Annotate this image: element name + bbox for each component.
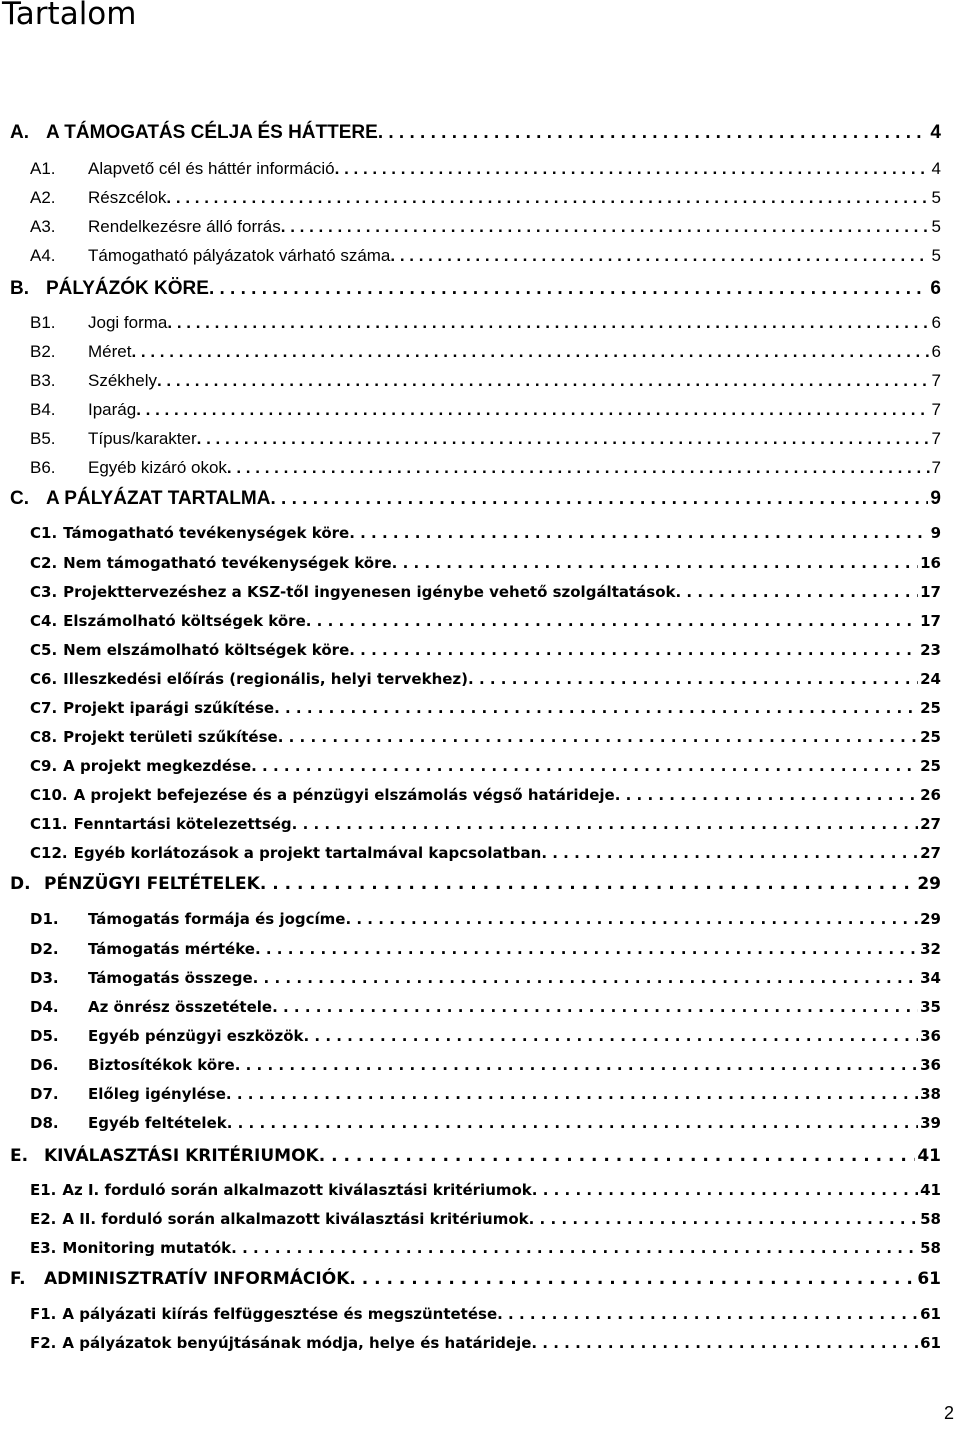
toc-entry[interactable] [30, 844, 941, 868]
toc-entry[interactable] [30, 371, 941, 395]
toc-dot-leader [278, 728, 918, 746]
toc-entry-page: 6 [931, 342, 941, 361]
toc-entry[interactable] [30, 583, 941, 607]
toc-entry-title: PÁLYÁZÓK KÖRE [46, 278, 209, 299]
toc-dot-leader [531, 1334, 918, 1352]
toc-entry[interactable] [30, 940, 941, 964]
toc-entry-title: PÉNZÜGYI FELTÉTELEK [44, 874, 260, 894]
toc-entry[interactable] [30, 1056, 941, 1080]
toc-entry-page: 9 [930, 488, 941, 509]
toc-entry[interactable] [30, 188, 941, 212]
toc-entry[interactable] [30, 969, 941, 993]
toc-entry-number: C5. [30, 641, 58, 659]
toc-dot-leader [272, 998, 918, 1016]
toc-entry[interactable] [10, 1269, 941, 1293]
toc-entry-number: B. [10, 278, 29, 299]
toc-entry-number: D6. [30, 1056, 59, 1074]
toc-entry-title: Jogi forma [88, 313, 168, 332]
toc-entry-number: E2. [30, 1210, 57, 1228]
toc-entry[interactable] [30, 554, 941, 578]
toc-entry[interactable] [10, 874, 941, 898]
toc-entry-number: B6. [30, 458, 56, 477]
toc-entry[interactable] [30, 641, 941, 665]
page-title: Tartalom [2, 0, 137, 32]
toc-entry-number: F1. [30, 1305, 57, 1323]
toc-dot-leader [131, 342, 929, 362]
toc-entry-number: C4. [30, 612, 58, 630]
toc-entry[interactable] [30, 757, 941, 781]
toc-entry-page: 23 [920, 641, 941, 659]
toc-entry-page: 24 [920, 670, 941, 688]
toc-entry-page: 7 [931, 371, 941, 390]
toc-entry-page: 25 [920, 699, 941, 717]
toc-entry-page: 61 [917, 1269, 941, 1289]
toc-dot-leader [319, 1146, 916, 1166]
toc-entry-number: C11. [30, 815, 68, 833]
toc-entry-number: F. [10, 1269, 26, 1289]
toc-entry-page: 61 [920, 1334, 941, 1352]
toc-dot-leader [251, 757, 918, 775]
toc-dot-leader [157, 371, 930, 391]
toc-entry-page: 41 [917, 1146, 941, 1166]
toc-entry[interactable] [30, 1027, 941, 1051]
toc-entry-title: KIVÁLASZTÁSI KRITÉRIUMOK [44, 1146, 319, 1166]
toc-entry-title: Monitoring mutatók [62, 1239, 232, 1257]
toc-entry-title: Támogatás összege [88, 969, 253, 987]
toc-entry-number: D7. [30, 1085, 59, 1103]
toc-entry-page: 41 [920, 1181, 941, 1199]
toc-entry-title: Projekttervezéshez a KSZ-től ingyenesen igénybe vehető szolgáltatások [63, 583, 676, 601]
toc-entry-number: C. [10, 488, 29, 509]
toc-entry[interactable] [30, 1239, 941, 1263]
toc-entry-title: Egyéb feltételek [88, 1114, 227, 1132]
toc-entry-number: B5. [30, 429, 56, 448]
toc-entry[interactable] [10, 488, 941, 512]
toc-entry-page: 39 [920, 1114, 941, 1132]
toc-dot-leader [335, 159, 930, 179]
toc-entry-number: D3. [30, 969, 59, 987]
toc-entry-page: 25 [920, 757, 941, 775]
toc-entry-number: A2. [30, 188, 56, 207]
toc-entry-page: 6 [931, 313, 941, 332]
toc-entry-page: 7 [931, 400, 941, 419]
toc-dot-leader [392, 554, 918, 572]
toc-entry-title: Projekt területi szűkítése [63, 728, 278, 746]
toc-entry[interactable] [30, 1085, 941, 1109]
toc-entry-number: C6. [30, 670, 58, 688]
toc-entry-title: Támogatás mértéke [88, 940, 255, 958]
toc-entry-page: 7 [931, 458, 941, 477]
toc-entry-number: C3. [30, 583, 58, 601]
toc-entry[interactable] [30, 217, 941, 241]
toc-entry-title: A II. forduló során alkalmazott kiválasztási kritériumok [62, 1210, 529, 1228]
toc-dot-leader [541, 844, 918, 862]
toc-dot-leader [676, 583, 919, 601]
toc-entry-number: D1. [30, 910, 59, 928]
toc-entry[interactable] [30, 786, 941, 810]
toc-dot-leader [270, 488, 928, 510]
toc-entry-number: B1. [30, 313, 56, 332]
toc-dot-leader [349, 524, 928, 542]
toc-entry-title: A pályázatok benyújtásának módja, helye és határideje [62, 1334, 532, 1352]
toc-entry[interactable] [30, 1334, 941, 1358]
toc-entry[interactable] [30, 1210, 941, 1234]
toc-dot-leader [274, 699, 918, 717]
toc-entry-page: 6 [930, 278, 941, 299]
toc-entry[interactable] [30, 246, 941, 270]
toc-entry-page: 26 [920, 786, 941, 804]
toc-entry-title: Támogatható tevékenységek köre [63, 524, 350, 542]
toc-dot-leader [468, 670, 918, 688]
toc-entry-number: C2. [30, 554, 58, 572]
toc-entry-title: Nem elszámolható költségek köre [63, 641, 350, 659]
toc-entry[interactable] [30, 728, 941, 752]
toc-entry-number: C10. [30, 786, 68, 804]
toc-entry-title: Nem támogatható tevékenységek köre [63, 554, 392, 572]
toc-entry[interactable] [30, 1114, 941, 1138]
toc-dot-leader [197, 429, 930, 449]
toc-dot-leader [345, 910, 918, 928]
toc-entry-page: 27 [920, 844, 941, 862]
toc-entry-number: A4. [30, 246, 56, 265]
toc-entry-number: C8. [30, 728, 58, 746]
toc-entry-title: Egyéb pénzügyi eszközök [88, 1027, 304, 1045]
toc-entry-title: Méret [88, 342, 132, 361]
toc-entry[interactable] [30, 159, 941, 183]
toc-entry-page: 4 [930, 122, 941, 143]
toc-entry-title: Egyéb kizáró okok [88, 458, 227, 477]
toc-entry-page: 36 [920, 1027, 941, 1045]
toc-entry[interactable] [30, 429, 941, 453]
toc-entry-page: 9 [930, 524, 941, 542]
toc-entry-number: A. [10, 122, 29, 143]
toc-entry-page: 17 [920, 612, 941, 630]
toc-entry-page: 25 [920, 728, 941, 746]
toc-entry[interactable] [30, 1181, 941, 1205]
toc-entry-number: A3. [30, 217, 56, 236]
toc-entry-number: D. [10, 874, 31, 894]
toc-entry[interactable] [30, 815, 941, 839]
toc-dot-leader [497, 1305, 918, 1323]
toc-entry-title: Előleg igénylése [88, 1085, 226, 1103]
toc-entry-number: B3. [30, 371, 56, 390]
toc-entry-page: 16 [920, 554, 941, 572]
toc-entry-title: A PÁLYÁZAT TARTALMA [46, 488, 271, 509]
toc-entry-title: Részcélok [88, 188, 167, 207]
toc-entry-title: A projekt befejezése és a pénzügyi elszámolás végső határideje [73, 786, 615, 804]
toc-entry-page: 61 [920, 1305, 941, 1323]
toc-entry-page: 29 [920, 910, 941, 928]
toc-entry-title: Fenntartási kötelezettség [73, 815, 292, 833]
toc-dot-leader [529, 1210, 918, 1228]
toc-dot-leader [167, 313, 929, 333]
toc-entry[interactable] [30, 998, 941, 1022]
toc-entry-title: A TÁMOGATÁS CÉLJA ÉS HÁTTERE [46, 122, 378, 143]
toc-dot-leader [235, 1056, 918, 1074]
toc-entry-number: D4. [30, 998, 59, 1016]
toc-entry[interactable] [30, 458, 941, 482]
toc-dot-leader [532, 1181, 918, 1199]
toc-entry[interactable] [30, 612, 941, 636]
page-number: 2 [943, 1403, 954, 1423]
toc-entry-number: B2. [30, 342, 56, 361]
toc-dot-leader [304, 1027, 919, 1045]
toc-entry-title: Az I. forduló során alkalmazott kiválasztási kritériumok [62, 1181, 532, 1199]
toc-entry-number: C12. [30, 844, 68, 862]
toc-entry-page: 5 [931, 188, 941, 207]
toc-entry[interactable] [30, 670, 941, 694]
toc-dot-leader [281, 217, 930, 237]
toc-dot-leader [390, 246, 929, 266]
toc-entry-title: Elszámolható költségek köre [63, 612, 306, 630]
toc-entry-number: C9. [30, 757, 58, 775]
toc-entry-page: 5 [931, 246, 941, 265]
toc-entry-title: Iparág [88, 400, 137, 419]
toc-entry[interactable] [30, 342, 941, 366]
toc-entry-number: F2. [30, 1334, 57, 1352]
toc-entry-page: 58 [920, 1210, 941, 1228]
toc-entry-title: Illeszkedési előírás (regionális, helyi tervekhez) [63, 670, 469, 688]
toc-entry-title: Támogatható pályázatok várható száma [88, 246, 391, 265]
toc-dot-leader [227, 1114, 918, 1132]
toc-dot-leader [255, 940, 918, 958]
toc-dot-leader [226, 1085, 918, 1103]
toc-entry-title: Székhely [88, 371, 157, 390]
toc-entry-number: E. [10, 1146, 29, 1166]
toc-dot-leader [349, 641, 918, 659]
toc-dot-leader [209, 278, 928, 300]
toc-entry-title: Típus/karakter [88, 429, 197, 448]
toc-entry-title: Biztosítékok köre [88, 1056, 235, 1074]
toc-entry-page: 17 [920, 583, 941, 601]
toc-entry-page: 35 [920, 998, 941, 1016]
toc-dot-leader [260, 874, 915, 894]
toc-entry-title: A pályázati kiírás felfüggesztése és megszüntetése [62, 1305, 498, 1323]
toc-entry-page: 7 [931, 429, 941, 448]
toc-entry-title: Az önrész összetétele [88, 998, 273, 1016]
toc-entry-page: 34 [920, 969, 941, 987]
toc-entry-title: Rendelkezésre álló forrás [88, 217, 281, 236]
toc-entry-title: Alapvető cél és háttér információ [88, 159, 335, 178]
toc-dot-leader [253, 969, 918, 987]
toc-entry-title: ADMINISZTRATÍV INFORMÁCIÓK [44, 1269, 350, 1289]
toc-entry-title: Támogatás formája és jogcíme [88, 910, 346, 928]
toc-entry[interactable] [30, 313, 941, 337]
toc-entry[interactable] [30, 524, 941, 548]
toc-entry[interactable] [30, 400, 941, 424]
toc-entry-page: 58 [920, 1239, 941, 1257]
toc-entry-page: 29 [917, 874, 941, 894]
toc-dot-leader [306, 612, 918, 630]
toc-dot-leader [349, 1269, 915, 1289]
toc-entry-page: 32 [920, 940, 941, 958]
toc-entry-number: C7. [30, 699, 58, 717]
toc-dot-leader [231, 1239, 918, 1257]
toc-entry-number: D8. [30, 1114, 59, 1132]
toc-entry-page: 36 [920, 1056, 941, 1074]
toc-dot-leader [227, 458, 930, 478]
toc-entry-number: E1. [30, 1181, 57, 1199]
toc-entry-page: 4 [931, 159, 941, 178]
toc-entry[interactable] [10, 278, 941, 302]
toc-entry[interactable] [10, 1146, 941, 1170]
toc-entry-page: 27 [920, 815, 941, 833]
toc-dot-leader [292, 815, 918, 833]
toc-entry-number: A1. [30, 159, 56, 178]
toc-entry-page: 38 [920, 1085, 941, 1103]
toc-entry-number: C1. [30, 524, 58, 542]
toc-entry-number: E3. [30, 1239, 57, 1257]
toc-entry-number: D5. [30, 1027, 59, 1045]
toc-entry-number: B4. [30, 400, 56, 419]
toc-dot-leader [378, 122, 929, 144]
toc-entry-page: 5 [931, 217, 941, 236]
toc-entry[interactable] [30, 699, 941, 723]
toc-entry-title: Projekt iparági szűkítése [63, 699, 275, 717]
toc-dot-leader [166, 188, 929, 208]
toc-dot-leader [615, 786, 918, 804]
toc-entry-title: Egyéb korlátozások a projekt tartalmával kapcsolatban [73, 844, 542, 862]
toc-entry[interactable] [30, 1305, 941, 1329]
toc-entry-number: D2. [30, 940, 59, 958]
toc-entry[interactable] [30, 910, 941, 934]
toc-dot-leader [136, 400, 929, 420]
toc-entry-title: A projekt megkezdése [63, 757, 252, 775]
toc-entry[interactable] [10, 122, 941, 146]
